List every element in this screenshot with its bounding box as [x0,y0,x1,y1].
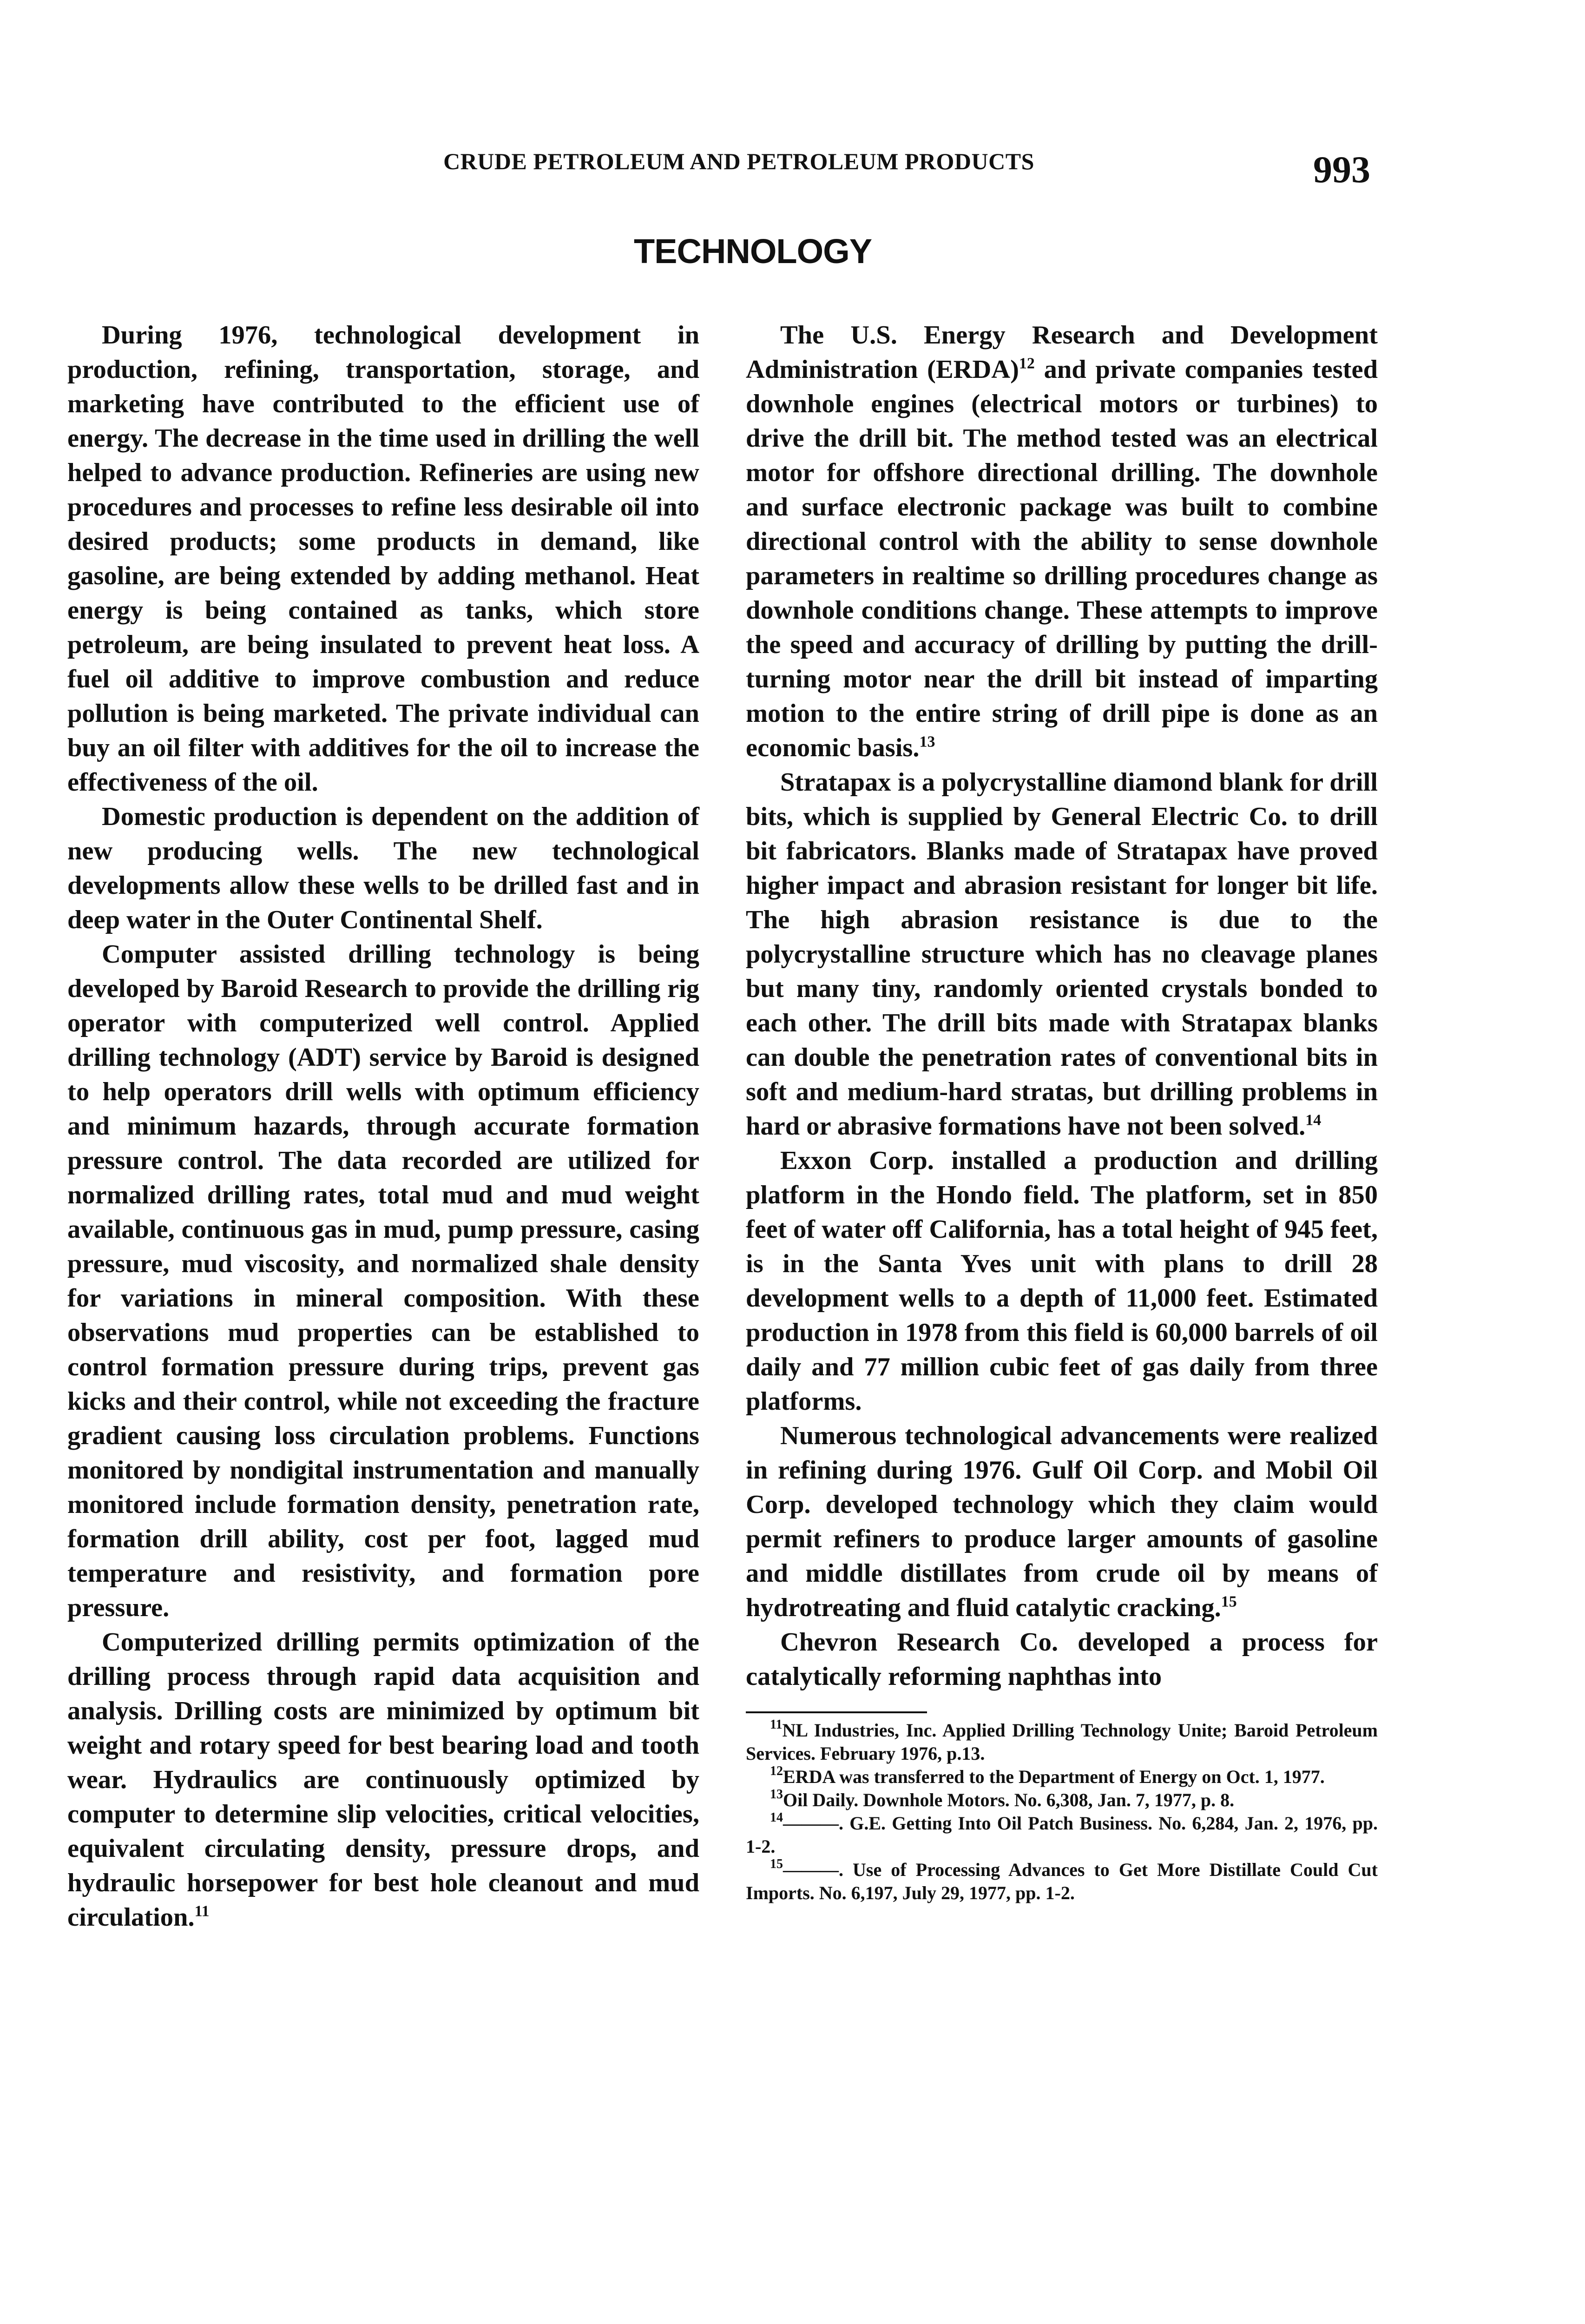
paragraph: Stratapax is a polycrystalline diamond blank for drill bits, which is supplied by General Electric Co. to drill bit fabricators. Blanks made of Stratapax have proved higher impact and abrasion resistant for longer bit life. The high abrasion resistance is due to the polycrystalline structure which has no cleavage planes but many tiny, randomly oriented crystals bonded to each other. The drill bits made with Stratapax blanks can double the penetration rates of conventional bits in soft and medium-hard stratas, but drilling problems in hard or abrasive formations have not been solved.$^{14}$ [746,768,1378,1141]
footnote: $^{15}$———. Use of Processing Advances to Get More Distillate Could Cut Imports. No. 6,197, July 29, 1977, pp. 1-2. [746,1857,1378,1903]
paragraph: Computer assisted drilling technology is being developed by Baroid Research to provide the drilling rig operator with computerized well control. Applied drilling technology (ADT) service by Baroid is designed to help operators drill wells with optimum efficiency and minimum hazards, through accurate formation pressure control. The data recorded are utilized for normalized drilling rates, total mud and mud weight available, continuous gas in mud, pump pressure, casing pressure, mud viscosity, and normalized shale density for variations in mineral composition. With these observations mud properties can be established to control formation pressure during trips, prevent gas kicks and their control, while not exceeding the fracture gradient causing loss circulation problems. Functions monitored by nondigital instrumentation and manually monitored include formation density, penetration rate, formation drill ability, cost per foot, lagged mud temperature and resistivity, and formation pore pressure. [67,940,699,1622]
paragraph: Exxon Corp. installed a production and drilling platform in the Hondo field. The platform, set in 850 feet of water off California, has a total height of 945 feet, is in the Santa Yves unit with plans to drill 28 development wells to a depth of 11,000 feet. Estimated production in 1978 from this field is 60,000 barrels of oil daily and 77 million cubic feet of gas daily from three platforms. [746,1146,1378,1416]
right-column [746,318,1378,1905]
footnote: $^{12}$ERDA was transferred to the Department of Energy on Oct. 1, 1977. [770,1764,1325,1787]
paragraph: The U.S. Energy Research and Development Administration (ERDA)$^{12}$ and private companies tested downhole engines (electrical motors or turbines) to drive the drill bit. The method tested was an electrical motor for offshore directional drilling. The downhole and surface electronic package was built to combine directional control with the ability to sense downhole parameters in realtime so drilling procedures change as downhole conditions change. These attempts to improve the speed and accuracy of drilling by putting the drill-turning motor near the drill bit instead of imparting motion to the entire string of drill pipe is done as an economic basis.$^{13}$ [746,321,1378,762]
footnote-ref: 11 [194,1902,210,1920]
footnotes [746,1719,1378,1905]
section-title: TECHNOLOGY [633,232,872,271]
paragraph: Domestic production is dependent on the addition of new producing wells. The new technological developments allow these wells to be drilled fast and in deep water in the Outer Continental Shelf. [67,802,699,934]
running-head: CRUDE PETROLEUM AND PETROLEUM PRODUCTS [443,148,1034,174]
footnote-rule [746,1711,927,1713]
footnote-ref: 12 [1019,355,1035,372]
footnote-ref: 15 [1221,1593,1237,1611]
paragraph: During 1976, technological development in production, refining, transportation, storage, and marketing have contributed to the efficient use of energy. The decrease in the time used in drilling the well helped to advance production. Refineries are using new procedures and processes to refine less desirable oil into desired products; some products in demand, like gasoline, are being extended by adding methanol. Heat energy is being contained as tanks, which store petroleum, are being insulated to prevent heat loss. A fuel oil additive to improve combustion and reduce pollution is being marketed. The private individual can buy an oil filter with additives for the oil to increase the effectiveness of the oil. [67,321,699,797]
footnote-ref: 13 [919,733,935,751]
footnote: $^{13}$Oil Daily. Downhole Motors. No. 6,308, Jan. 7, 1977, p. 8. [770,1787,1235,1810]
footnote-ref: 14 [1305,1111,1322,1129]
paragraph: Numerous technological advancements were realized in refining during 1976. Gulf Oil Corp. and Mobil Oil Corp. developed technology which they claim would permit refiners to produce larger amounts of gasoline and middle distillates from crude oil by means of hydrotreating and fluid catalytic cracking.$^{15}$ [746,1421,1378,1622]
paragraph: Chevron Research Co. developed a process for catalytically reforming naphthas into [746,1628,1378,1691]
page-number: 993 [1313,148,1370,191]
footnote: $^{14}$———. G.E. Getting Into Oil Patch Business. No. 6,284, Jan. 2, 1976, pp. 1-2. [746,1810,1378,1857]
left-column [67,318,699,1934]
paragraph: Computerized drilling permits optimization of the drilling process through rapid data acquisition and analysis. Drilling costs are minimized by optimum bit weight and rotary speed for best bearing load and tooth wear. Hydraulics are continuously optimized by computer to determine slip velocities, critical velocities, equivalent circulating density, pressure drops, and hydraulic horsepower for best hole cleanout and mud circulation.$^{11}$ [67,1628,699,1932]
footnote: $^{11}$NL Industries, Inc. Applied Drilling Technology Unite; Baroid Petroleum Services. February 1976, p.13. [746,1717,1378,1764]
